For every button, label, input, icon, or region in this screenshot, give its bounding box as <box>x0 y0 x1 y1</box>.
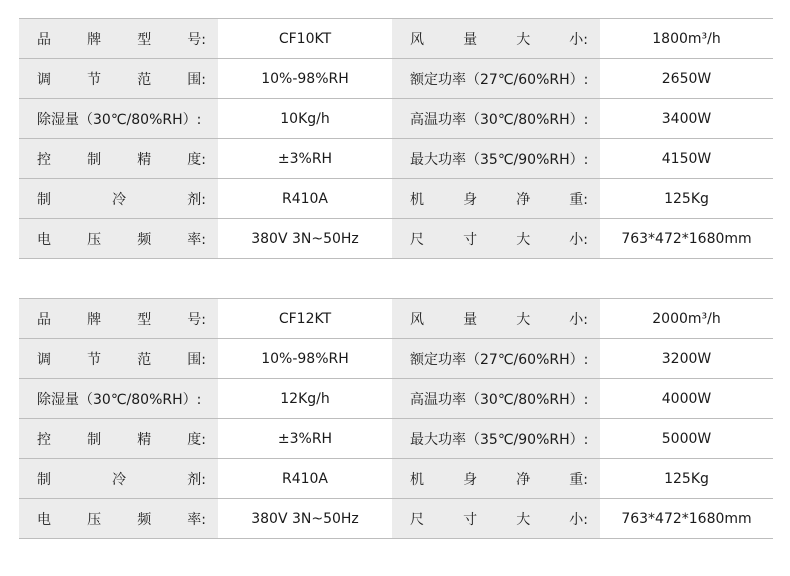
spec-label-text: 型 <box>137 311 152 328</box>
spec-row <box>19 419 773 459</box>
spec-label-text: 号: <box>187 311 206 328</box>
spec-value: 763*472*1680mm <box>600 219 773 259</box>
spec-label <box>392 179 600 219</box>
spec-value: 2000m³/h <box>600 299 773 339</box>
spec-label-text: 尺 <box>410 511 424 528</box>
spec-label-text: 冷 <box>112 191 127 208</box>
spec-label <box>392 19 600 59</box>
spec-label-text: 冷 <box>112 471 127 488</box>
spec-label-text: 量 <box>463 311 478 328</box>
spec-label <box>19 339 218 379</box>
spec-row <box>19 379 773 419</box>
spec-value: 125Kg <box>600 459 773 499</box>
spec-label-text: 电 <box>37 231 51 248</box>
spec-label-text: 制 <box>87 151 102 168</box>
spec-row <box>19 339 773 379</box>
spec-label-text: 量 <box>463 31 478 48</box>
spec-label-text: 节 <box>87 71 102 88</box>
spec-label <box>392 299 600 339</box>
spec-row <box>19 19 773 59</box>
spec-value: 380V 3N~50Hz <box>218 219 392 259</box>
spec-label-text: 身 <box>463 471 478 488</box>
spec-value: ±3%RH <box>218 419 392 459</box>
spec-label <box>19 299 218 339</box>
spec-label-text: 品 <box>37 31 51 48</box>
spec-label <box>19 59 218 99</box>
spec-label-text: 大 <box>516 31 531 48</box>
spec-row <box>19 219 773 259</box>
spec-label-text: 频 <box>137 231 152 248</box>
spec-label-text: 小: <box>569 31 588 48</box>
spec-label <box>19 219 218 259</box>
spec-label-text: 制 <box>37 471 51 488</box>
spec-label <box>19 99 218 139</box>
spec-label-text: 围: <box>187 351 206 368</box>
spec-value: 10%-98%RH <box>218 59 392 99</box>
spec-label-text: 除湿量（30℃/80%RH）: <box>37 391 202 408</box>
spec-label-text: 频 <box>137 511 152 528</box>
spec-value: 5000W <box>600 419 773 459</box>
spec-label-text: 尺 <box>410 231 424 248</box>
spec-label-text: 净 <box>516 471 531 488</box>
spec-value: 12Kg/h <box>218 379 392 419</box>
spec-label-text: 度: <box>187 431 206 448</box>
spec-label-text: 风 <box>410 31 424 48</box>
spec-label-text: 节 <box>87 351 102 368</box>
spec-label-text: 品 <box>37 311 51 328</box>
spec-label-text: 精 <box>137 431 152 448</box>
spec-label-text: 高温功率（30℃/80%RH）: <box>410 391 589 408</box>
spec-table-cf12kt <box>19 298 773 539</box>
spec-value: 10%-98%RH <box>218 339 392 379</box>
spec-table-cf10kt <box>19 18 773 259</box>
spec-label <box>392 99 600 139</box>
spec-label-text: 控 <box>37 151 51 168</box>
spec-label-text: 剂: <box>187 191 206 208</box>
spec-value: R410A <box>218 459 392 499</box>
spec-value: R410A <box>218 179 392 219</box>
spec-label-text: 压 <box>87 231 102 248</box>
spec-label-text: 精 <box>137 151 152 168</box>
spec-value: 763*472*1680mm <box>600 499 773 539</box>
spec-value: 3200W <box>600 339 773 379</box>
spec-value: 3400W <box>600 99 773 139</box>
spec-label-text: 电 <box>37 511 51 528</box>
spec-label <box>19 139 218 179</box>
spec-label-text: 号: <box>187 31 206 48</box>
spec-label-text: 制 <box>37 191 51 208</box>
spec-label-text: 剂: <box>187 471 206 488</box>
spec-value: ±3%RH <box>218 139 392 179</box>
spec-label-text: 重: <box>569 191 588 208</box>
spec-label <box>19 499 218 539</box>
spec-label-text: 牌 <box>87 311 102 328</box>
spec-label-text: 率: <box>187 511 206 528</box>
spec-value: CF12KT <box>218 299 392 339</box>
spec-label-text: 身 <box>463 191 478 208</box>
spec-label-text: 额定功率（27℃/60%RH）: <box>410 71 589 88</box>
spec-row <box>19 139 773 179</box>
spec-label-text: 率: <box>187 231 206 248</box>
spec-label <box>392 219 600 259</box>
spec-label-text: 净 <box>516 191 531 208</box>
spec-label <box>19 379 218 419</box>
spec-label-text: 机 <box>410 471 424 488</box>
spec-label-text: 高温功率（30℃/80%RH）: <box>410 111 589 128</box>
spec-value: CF10KT <box>218 19 392 59</box>
spec-label <box>392 379 600 419</box>
spec-label <box>392 419 600 459</box>
spec-table-body <box>19 299 773 539</box>
spec-label-text: 制 <box>87 431 102 448</box>
spec-label-text: 度: <box>187 151 206 168</box>
spec-label-text: 控 <box>37 431 51 448</box>
spec-row <box>19 99 773 139</box>
spec-label-text: 大 <box>516 231 531 248</box>
spec-label-text: 范 <box>137 351 152 368</box>
spec-label <box>392 139 600 179</box>
spec-value: 125Kg <box>600 179 773 219</box>
spec-label <box>19 19 218 59</box>
spec-value: 4150W <box>600 139 773 179</box>
spec-row <box>19 499 773 539</box>
spec-label-text: 小: <box>569 511 588 528</box>
spec-row <box>19 59 773 99</box>
spec-label-text: 额定功率（27℃/60%RH）: <box>410 351 589 368</box>
spec-label-text: 牌 <box>87 31 102 48</box>
spec-label-text: 重: <box>569 471 588 488</box>
spec-label-text: 除湿量（30℃/80%RH）: <box>37 111 202 128</box>
spec-label-text: 大 <box>516 511 531 528</box>
spec-label-text: 范 <box>137 71 152 88</box>
spec-label-text: 寸 <box>463 231 478 248</box>
spec-label <box>19 419 218 459</box>
spec-label-text: 风 <box>410 311 424 328</box>
spec-label-text: 最大功率（35℃/90%RH）: <box>410 431 589 448</box>
spec-label <box>392 59 600 99</box>
spec-row <box>19 459 773 499</box>
spec-label-text: 最大功率（35℃/90%RH）: <box>410 151 589 168</box>
spec-label-text: 调 <box>37 351 51 368</box>
spec-label <box>392 499 600 539</box>
spec-row <box>19 179 773 219</box>
spec-label <box>392 339 600 379</box>
spec-label-text: 压 <box>87 511 102 528</box>
spec-label-text: 围: <box>187 71 206 88</box>
spec-table-body <box>19 19 773 259</box>
spec-row <box>19 299 773 339</box>
spec-label-text: 寸 <box>463 511 478 528</box>
spec-label-text: 型 <box>137 31 152 48</box>
spec-label-text: 大 <box>516 311 531 328</box>
spec-label-text: 机 <box>410 191 424 208</box>
spec-value: 4000W <box>600 379 773 419</box>
spec-label <box>19 459 218 499</box>
spec-value: 10Kg/h <box>218 99 392 139</box>
spec-label <box>392 459 600 499</box>
spec-label-text: 小: <box>569 231 588 248</box>
spec-label <box>19 179 218 219</box>
spec-value: 2650W <box>600 59 773 99</box>
spec-value: 1800m³/h <box>600 19 773 59</box>
spec-value: 380V 3N~50Hz <box>218 499 392 539</box>
spec-label-text: 调 <box>37 71 51 88</box>
spec-label-text: 小: <box>569 311 588 328</box>
